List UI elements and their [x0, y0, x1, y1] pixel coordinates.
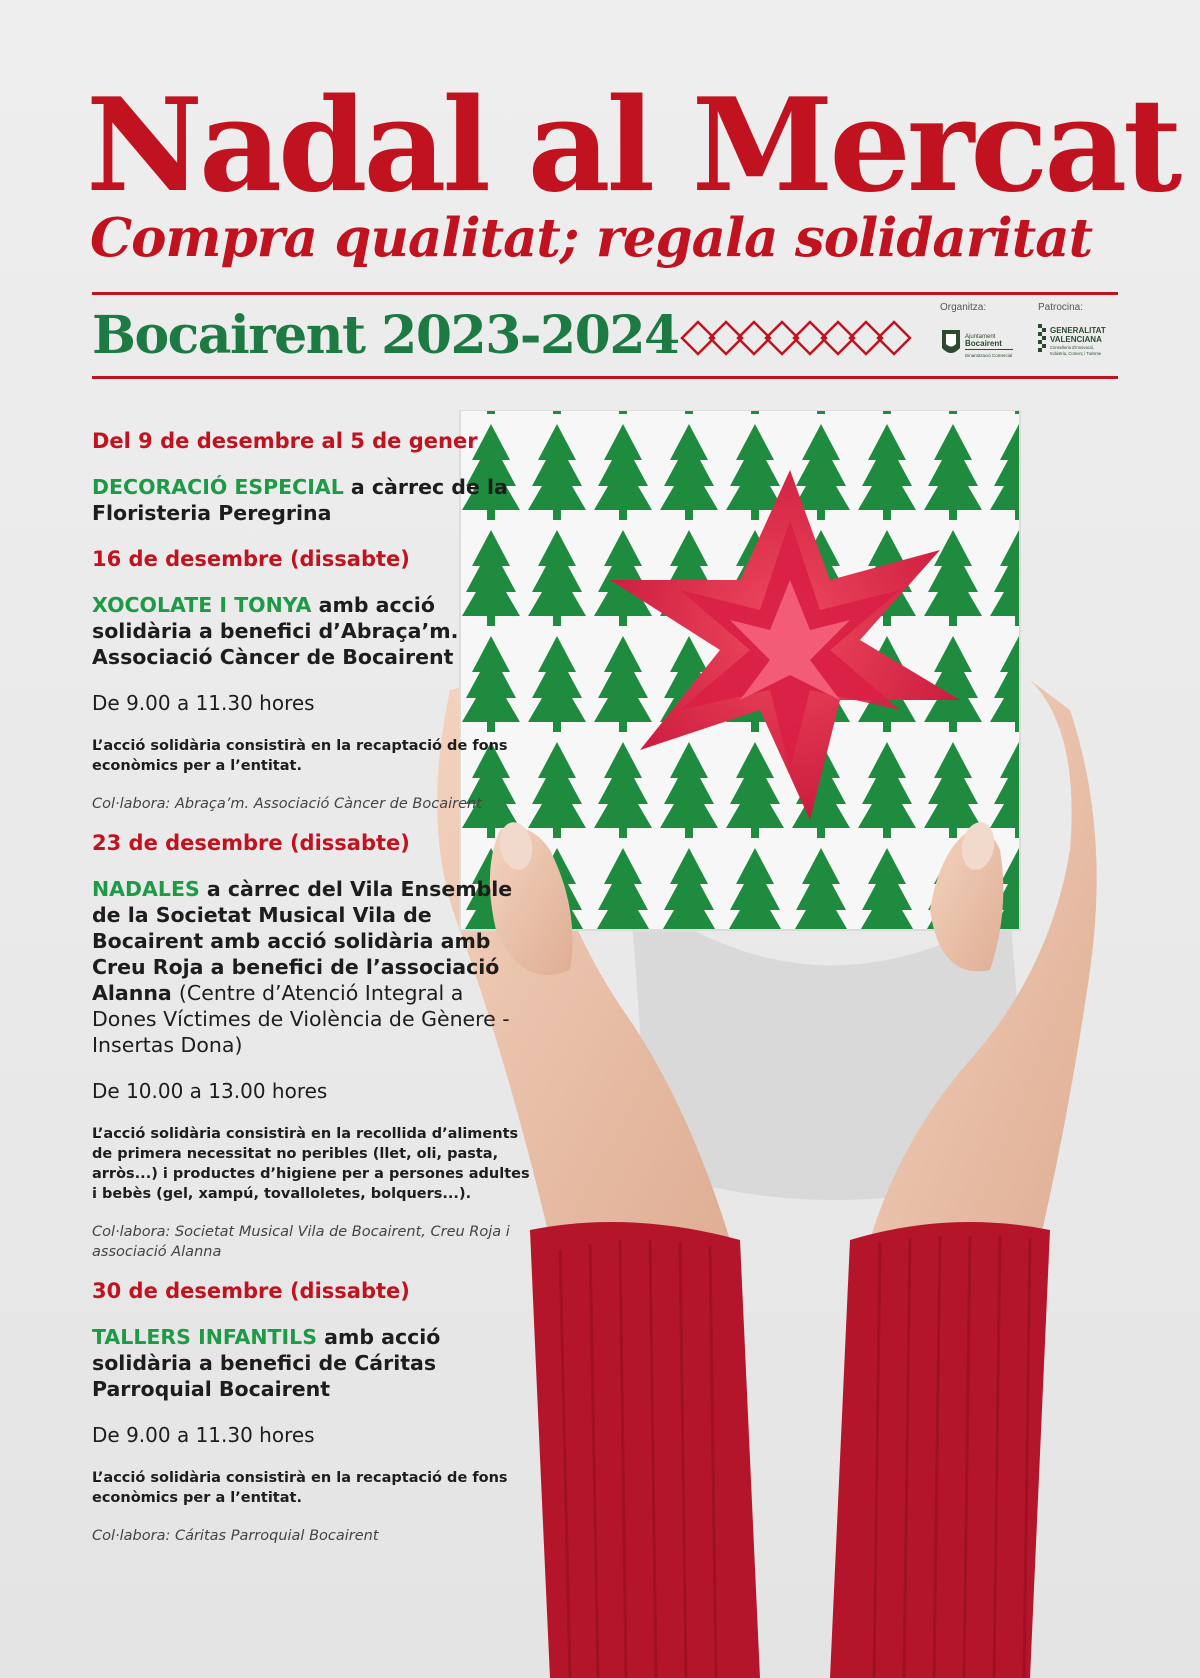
event-2-highlight: NADALES: [92, 877, 200, 901]
event-2-date: 23 de desembre (dissabte): [92, 831, 410, 855]
event-2-hours: De 10.00 a 13.00 hores: [92, 1079, 328, 1103]
event-2-rest: a càrrec del Vila Ensemble de la Societat Musical Vila de Bocairent amb acció solidària amb Creu Roja a benefici de l’associació Alanna: [92, 877, 513, 1005]
event-1-highlight: XOCOLATE I TONYA: [92, 593, 312, 617]
sponsor-logo-line-4: Indústria, Comerç i Turisme: [1050, 351, 1102, 356]
event-1-rest: amb acció solidària a benefici d’Abraça’m. Associació Càncer de Bocairent: [92, 593, 459, 669]
sponsor-logo-line-2: VALENCIANA: [1050, 335, 1102, 344]
ajuntament-bocairent-logo: [938, 324, 1018, 364]
poster-title: Nadal al Mercat: [86, 71, 1179, 221]
event-3-rest: amb acció solidària a benefici de Cáritas Parroquial Bocairent: [92, 1325, 441, 1401]
poster-subtitle: Compra qualitat; regala solidaritat: [90, 207, 1093, 269]
org-logo-line-1: Ajuntament: [965, 334, 996, 340]
period-date: Del 9 de desembre al 5 de gener: [92, 429, 478, 453]
event-2-note: L’acció solidària consistirà en la recollida d’aliments de primera necessitat no peribles (llet, oli, pasta, arròs...) i productes d’higiene per a persones adultes i bebès (gel, xampú, tovalloletes, bolquers...).: [92, 1126, 530, 1202]
event-2-description: [92, 876, 532, 1058]
sponsor-logo-line-1: GENERALITAT: [1050, 326, 1106, 335]
period-event: [92, 474, 532, 526]
event-1-hours: De 9.00 a 11.30 hores: [92, 691, 315, 715]
diamond-chain-ornament-icon: [680, 318, 916, 358]
event-2-rest-plain: (Centre d’Atenció Integral a Dones Víctimes de Violència de Gènere - Insertas Dona): [92, 981, 510, 1057]
org-logo-line-2: Bocairent: [965, 339, 1002, 348]
event-3-description: [92, 1324, 532, 1402]
bottom-divider: [92, 376, 1118, 379]
event-3-collab: Col·labora: Cáritas Parroquial Bocairent: [92, 1528, 379, 1544]
event-1-note: L’acció solidària consistirà en la recaptació de fons econòmics per a l’entitat.: [92, 738, 508, 774]
organitza-label: Organitza:: [940, 302, 987, 313]
hands-holding-christmas-gift-photo: [430, 410, 1200, 1678]
period-event-rest: a càrrec de la Floristeria Peregrina: [92, 475, 508, 525]
event-1-date: 16 de desembre (dissabte): [92, 547, 410, 571]
event-3-hours: De 9.00 a 11.30 hores: [92, 1423, 315, 1447]
top-divider: [92, 292, 1118, 295]
event-1-description: [92, 592, 532, 670]
period-event-highlight: DECORACIÓ ESPECIAL: [92, 475, 344, 499]
generalitat-valenciana-logo: [1036, 320, 1120, 362]
event-3-highlight: TALLERS INFANTILS: [92, 1325, 317, 1349]
event-3-date: 30 de desembre (dissabte): [92, 1279, 410, 1303]
event-1-collab: Col·labora: Abraça’m. Associació Càncer de Bocairent: [92, 796, 482, 812]
patrocina-label: Patrocina:: [1038, 302, 1084, 313]
event-3-note: L’acció solidària consistirà en la recaptació de fons econòmics per a l’entitat.: [92, 1470, 508, 1506]
sponsor-logo-line-3: Conselleria d'Innovació,: [1050, 345, 1095, 350]
org-logo-line-3: Dinamització Comercial: [965, 353, 1013, 358]
event-program: [92, 428, 532, 1562]
edition-label: Bocairent 2023-2024: [92, 305, 679, 366]
event-2-collab: Col·labora: Societat Musical Vila de Bocairent, Creu Roja i associació Alanna: [92, 1224, 510, 1260]
